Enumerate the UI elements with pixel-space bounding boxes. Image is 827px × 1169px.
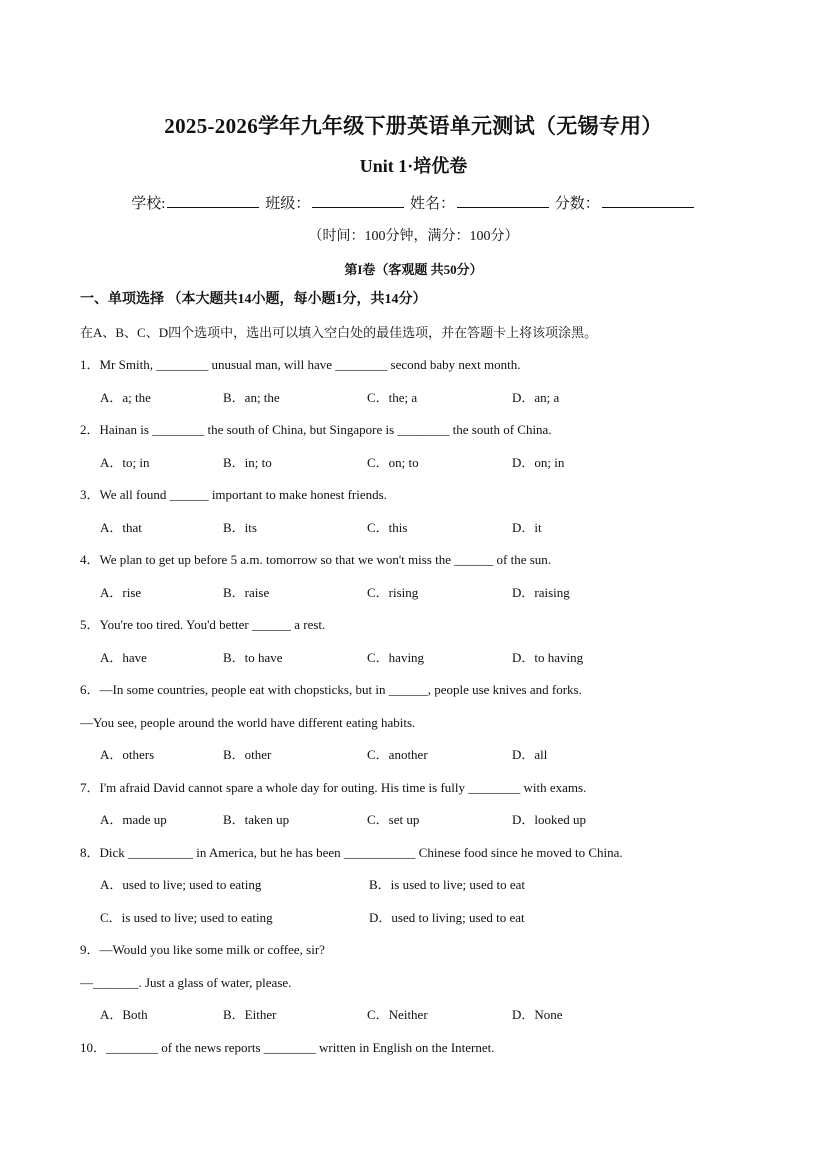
question-stem: 5．You're too tired. You'd better ______ a rest. xyxy=(80,617,326,632)
question-stem: —You see, people around the world have different eating habits. xyxy=(80,714,416,730)
answer-option[interactable]: C．rising xyxy=(367,584,419,600)
answer-option[interactable]: C．set up xyxy=(367,812,420,827)
school-label: 学校: xyxy=(131,196,166,212)
options-row xyxy=(80,873,760,906)
options-row xyxy=(80,743,760,776)
answer-option[interactable]: B．its xyxy=(223,519,257,535)
part-title: 第I卷（客观题 共50分） xyxy=(344,262,483,277)
answer-option[interactable]: D．all xyxy=(512,747,548,762)
answer-option[interactable]: A．that xyxy=(100,519,142,535)
answer-option[interactable]: D．None xyxy=(512,1007,563,1022)
section-instruction: 在A、B、C、D四个选项中，选出可以填入空白处的最佳选项，并在答题卡上将该项涂黑。 xyxy=(80,324,598,340)
options-row xyxy=(80,386,760,419)
answer-option[interactable]: B．to have xyxy=(223,649,283,665)
student-info-line xyxy=(0,192,827,213)
answer-option[interactable]: D．on; in xyxy=(512,454,565,470)
question-stem: 9．—Would you like some milk or coffee, sir? xyxy=(80,942,325,957)
answer-option[interactable]: B．Either xyxy=(223,1007,277,1022)
answer-option[interactable]: B．in; to xyxy=(223,454,272,470)
answer-option[interactable]: B．is used to live; used to eat xyxy=(369,877,525,892)
answer-option[interactable]: C．the; a xyxy=(367,389,418,405)
answer-option[interactable]: A．a; the xyxy=(100,389,151,405)
answer-option[interactable]: A．have xyxy=(100,649,147,665)
answer-option[interactable]: A．to; in xyxy=(100,454,150,470)
answer-option[interactable]: A．rise xyxy=(100,584,142,600)
answer-option[interactable]: C．on; to xyxy=(367,454,419,470)
question-stem: 1．Mr Smith, ________ unusual man, will have ________ second baby next month. xyxy=(80,357,521,372)
question-stem: 6．—In some countries, people eat with chopsticks, but in ______, people use knives and forks. xyxy=(80,682,582,697)
section-heading: 一、单项选择 （本大题共14小题，每小题1分，共14分） xyxy=(80,292,427,307)
answer-option[interactable]: A．made up xyxy=(100,812,167,827)
question-stem: 3．We all found ______ important to make honest friends. xyxy=(80,487,387,502)
answer-option[interactable]: C．another xyxy=(367,747,428,762)
answer-option[interactable]: A．used to live; used to eating xyxy=(100,877,262,892)
question-stem: 10．________ of the news reports ________ written in English on the Internet. xyxy=(80,1039,495,1055)
time-note: （时间：100分钟，满分：100分） xyxy=(308,229,519,244)
answer-option[interactable]: B．an; the xyxy=(223,389,280,405)
school-blank[interactable] xyxy=(167,193,259,208)
question-stem: 7．I'm afraid David cannot spare a whole day for outing. His time is fully ________ with exams. xyxy=(80,779,587,795)
answer-option[interactable]: D．it xyxy=(512,519,542,535)
question-body xyxy=(80,288,760,1068)
answer-option[interactable]: D．an; a xyxy=(512,389,560,405)
options-row xyxy=(80,808,760,841)
options-row xyxy=(80,581,760,614)
answer-option[interactable]: C．having xyxy=(367,649,425,665)
options-row xyxy=(80,516,760,549)
question-stem: —_______. Just a glass of water, please. xyxy=(80,974,292,990)
answer-option[interactable]: D．to having xyxy=(512,649,584,665)
answer-option[interactable]: D．looked up xyxy=(512,812,587,827)
answer-option[interactable]: D．used to living; used to eat xyxy=(369,909,525,925)
answer-option[interactable]: C．this xyxy=(367,519,408,535)
name-blank[interactable] xyxy=(457,193,549,208)
options-row xyxy=(80,646,760,679)
question-stem: 4．We plan to get up before 5 a.m. tomorrow so that we won't miss the ______ of the sun. xyxy=(80,552,552,567)
answer-option[interactable]: B．other xyxy=(223,747,272,762)
question-stem: 8．Dick __________ in America, but he has been ___________ Chinese food since he moved to China. xyxy=(80,844,623,860)
score-label: 分数： xyxy=(554,196,600,212)
question-stem: 2．Hainan is ________ the south of China, but Singapore is ________ the south of China. xyxy=(80,422,552,437)
name-label: 姓名： xyxy=(409,196,455,212)
answer-option[interactable]: A．Both xyxy=(100,1007,148,1022)
answer-option[interactable]: C．is used to live; used to eating xyxy=(100,909,273,925)
options-row xyxy=(80,906,760,939)
score-blank[interactable] xyxy=(602,193,694,208)
document-subtitle: Unit 1·培优卷 xyxy=(359,156,468,176)
answer-option[interactable]: C．Neither xyxy=(367,1007,428,1022)
class-label: 班级： xyxy=(265,196,311,212)
options-row xyxy=(80,1003,760,1036)
answer-option[interactable]: D．raising xyxy=(512,584,570,600)
answer-option[interactable]: B．taken up xyxy=(223,812,290,827)
options-row xyxy=(80,451,760,484)
class-blank[interactable] xyxy=(312,193,404,208)
answer-option[interactable]: B．raise xyxy=(223,584,270,600)
document-title: 2025-2026学年九年级下册英语单元测试（无锡专用） xyxy=(164,114,663,138)
answer-option[interactable]: A．others xyxy=(100,747,155,762)
